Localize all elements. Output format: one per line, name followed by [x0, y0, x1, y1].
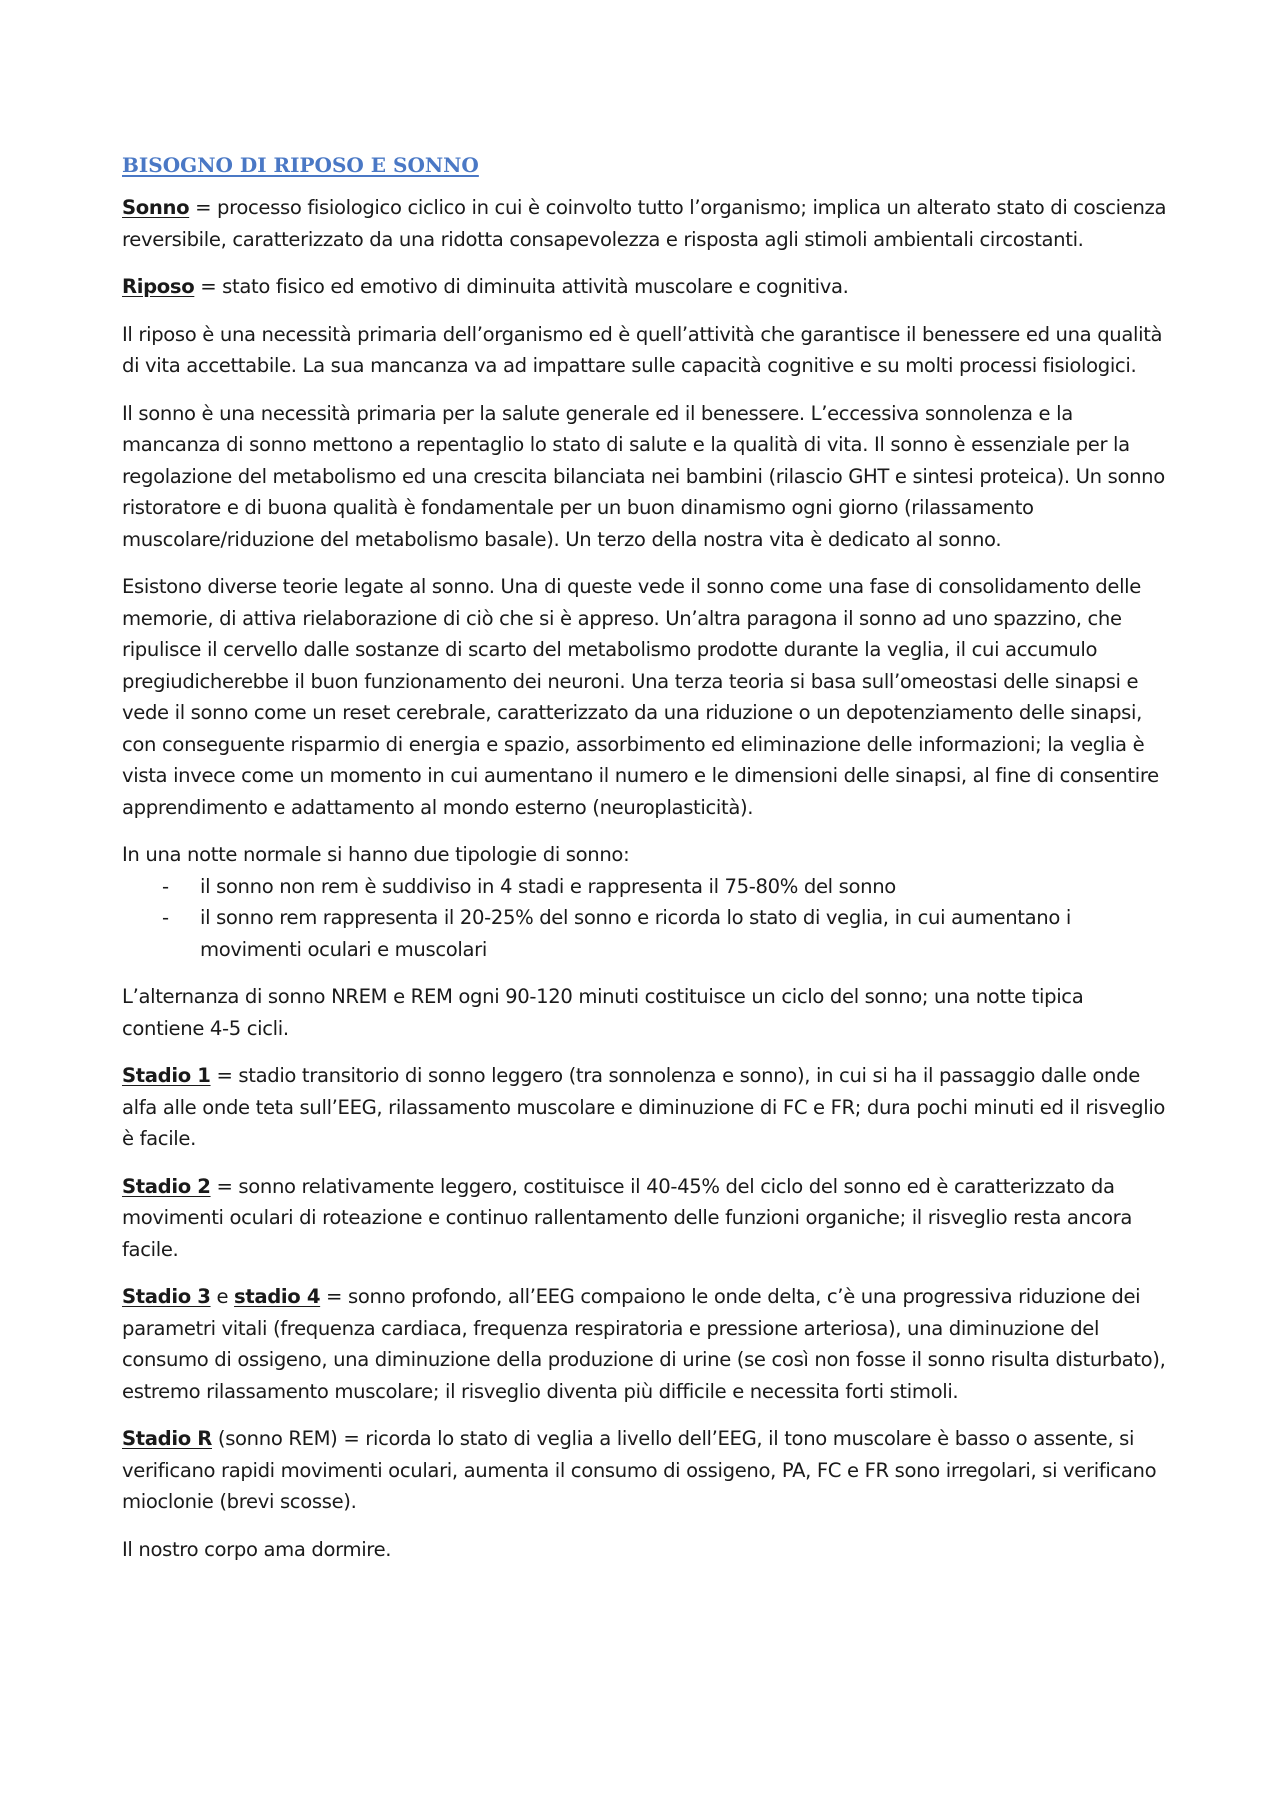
bullet-dash: - — [162, 906, 169, 929]
paragraph-riposo-definition — [122, 271, 1167, 303]
term-riposo: Riposo — [122, 275, 195, 298]
paragraph-finale: Il nostro corpo ama dormire. — [122, 1537, 392, 1561]
paragraph-tipologie: In una notte normale si hanno due tipologie di sonno: — [122, 843, 630, 866]
list-item — [122, 902, 1167, 965]
term-sonno: Sonno — [122, 196, 190, 219]
paragraph-teorie: Esistono diverse teorie legate al sonno. Una di queste vede il sonno come una fase di consolidamento delle memorie, di attiva rielaborazione di ciò che si è appreso. Un’altra paragona il sonno ad uno spazzino, che ripulisce il cervello dalle sostanze di scarto del metabolismo prodotte durante la veglia, il cui accumulo pregiudicherebbe il buon funzionamento dei neuroni. Una terza teoria si basa sull’omeostasi delle sinapsi e vede il sonno come un reset cerebrale, caratterizzato da una riduzione o un depotenziamento delle sinapsi, con conseguente risparmio di energia e spazio, assorbimento ed eliminazione delle informazioni; la veglia è vista invece come un momento in cui aumentano il numero e le dimensioni delle sinapsi, al fine di consentire apprendimento e adattamento al mondo esterno (neuroplasticità). — [122, 575, 1159, 819]
term-stadio-2: Stadio 2 — [122, 1174, 211, 1198]
stadio-r-text: (sonno REM) = ricorda lo stato di veglia a livello dell’EEG, il tono muscolare è basso o assente, si verificano rapidi movimenti oculari, aumenta il consumo di ossigeno, PA, FC e FR sono irregolari, si verificano mioclonie (brevi scosse). — [122, 1427, 1157, 1513]
list-item — [122, 871, 1167, 903]
document-body — [122, 150, 1167, 1581]
list-item-text: il sonno non rem è suddiviso in 4 stadi e rappresenta il 75-80% del sonno — [200, 874, 896, 898]
list-item-text: il sonno rem rappresenta il 20-25% del sonno e ricorda lo stato di veglia, in cui aumentano i movimenti oculari e muscolari — [200, 906, 1071, 961]
paragraph-stadio-r — [122, 1423, 1167, 1518]
term-stadio-4: stadio 4 — [234, 1285, 321, 1308]
stadio-joiner: e — [210, 1285, 235, 1308]
sleep-types-list — [122, 871, 1167, 966]
paragraph-ciclo: L’alternanza di sonno NREM e REM ogni 90-120 minuti costituisce un ciclo del sonno; una notte tipica contiene 4-5 cicli. — [122, 985, 1084, 1040]
term-stadio-3: Stadio 3 — [122, 1285, 211, 1308]
paragraph-stadio-2 — [122, 1171, 1167, 1266]
term-stadio-r: Stadio R — [122, 1427, 213, 1450]
paragraph-sonno: Il sonno è una necessità primaria per la salute generale ed il benessere. L’eccessiva sonnolenza e la mancanza di sonno mettono a repentaglio lo stato di salute e la qualità di vita. Il sonno è essenziale per la regolazione del metabolismo ed una crescita bilanciata nei bambini (rilascio GHT e sintesi proteica). Un sonno ristoratore e di buona qualità è fondamentale per un buon dinamismo ogni giorno (rilassamento muscolare/riduzione del metabolismo basale). Un terzo della nostra vita è dedicato al sonno. — [122, 401, 1165, 551]
term-stadio-1: Stadio 1 — [122, 1064, 211, 1087]
stadio-2-text: = sonno relativamente leggero, costituisce il 40-45% del ciclo del sonno ed è caratterizzato da movimenti oculari di roteazione e continuo rallentamento delle funzioni organiche; il risveglio resta ancora facile. — [122, 1174, 1133, 1261]
stadio-1-text: = stadio transitorio di sonno leggero (tra sonnolenza e sonno), in cui si ha il passaggio dalle onde alfa alle onde teta sull’EEG, rilassamento muscolare e diminuzione di FC e FR; dura pochi minuti ed il risveglio è facile. — [122, 1064, 1166, 1150]
document-title: BISOGNO DI RIPOSO E SONNO — [122, 153, 479, 177]
stadio-3-4-text: = sonno profondo, all’EEG compaiono le onde delta, c’è una progressiva riduzione dei parametri vitali (frequenza cardiaca, frequenza respiratoria e pressione arteriosa), una diminuzione del consumo di ossigeno, una diminuzione della produzione di urine (se così non fosse il sonno risulta disturbato), estremo rilassamento muscolare; il risveglio diventa più difficile e necessita forti stimoli. — [122, 1285, 1166, 1403]
paragraph-stadio-3-4 — [122, 1281, 1167, 1407]
riposo-definition-text: = stato fisico ed emotivo di diminuita attività muscolare e cognitiva. — [194, 275, 849, 298]
paragraph-stadio-1 — [122, 1060, 1167, 1155]
paragraph-sonno-definition — [122, 192, 1167, 255]
paragraph-riposo: Il riposo è una necessità primaria dell’organismo ed è quell’attività che garantisce il benessere ed una qualità di vita accettabile. La sua mancanza va ad impattare sulle capacità cognitive e su molti processi fisiologici. — [122, 322, 1163, 377]
sonno-definition-text: = processo fisiologico ciclico in cui è coinvolto tutto l’organismo; implica un alterato stato di coscienza reversibile, caratterizzato da una ridotta consapevolezza e risposta agli stimoli ambientali circostanti. — [122, 196, 1167, 251]
bullet-dash: - — [162, 874, 169, 898]
